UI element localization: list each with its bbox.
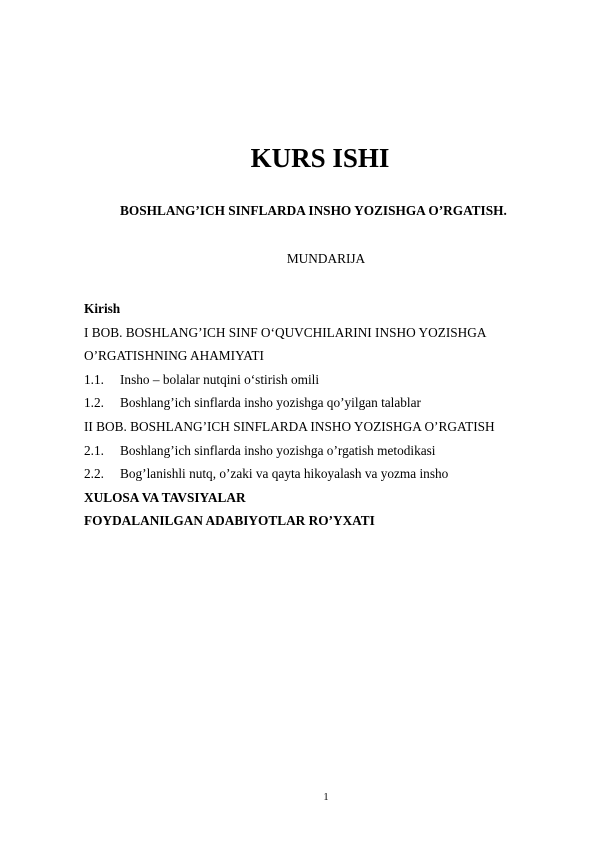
toc-item-text: O’RGATISHNING AHAMIYATI [84,348,264,364]
toc-item-text: Insho – bolalar nutqini o‘stirish omili [120,371,320,387]
toc-item [84,297,554,321]
toc-item-number: 2.1. [84,442,104,458]
document-title: KURS ISHI [250,143,390,173]
toc-item-text: XULOSA VA TAVSIYALAR [84,489,246,505]
toc-item [84,391,554,415]
toc-item-text: Kirish [84,301,121,316]
toc-item [84,509,554,533]
toc-item [84,415,554,439]
toc-item-text: Bog’lanishli nutq, o’zaki va qayta hikoyalash va yozma insho [120,466,449,482]
toc-item [84,368,554,392]
table-of-contents [84,297,554,533]
contents-heading: MUNDARIJA [286,251,366,266]
toc-item-text: Boshlang’ich sinflarda insho yozishga o’rgatish metodikasi [120,442,436,458]
toc-item [84,486,554,510]
toc-item-text: Boshlang’ich sinflarda insho yozishga qo’yilgan talablar [120,395,421,411]
toc-item [84,439,554,463]
document-subtitle: BOSHLANG’ICH SINFLARDA INSHO YOZISHGA O’RGATISH. [120,203,507,218]
page-number: 1 [323,792,329,803]
toc-item [84,321,554,345]
toc-item [84,344,554,368]
toc-item-text: II BOB. BOSHLANG’ICH SINFLARDA INSHO YOZISHGA O’RGATISH [84,418,495,434]
toc-item-text: FOYDALANILGAN ADABIYOTLAR RO’YXATI [84,513,375,529]
toc-item-number: 1.2. [84,395,104,411]
toc-item-number: 1.1. [84,371,104,387]
toc-item [84,462,554,486]
toc-item-text: I BOB. BOSHLANG’ICH SINF O‘QUVCHILARINI INSHO YOZISHGA [84,324,487,340]
toc-item-number: 2.2. [84,466,104,482]
